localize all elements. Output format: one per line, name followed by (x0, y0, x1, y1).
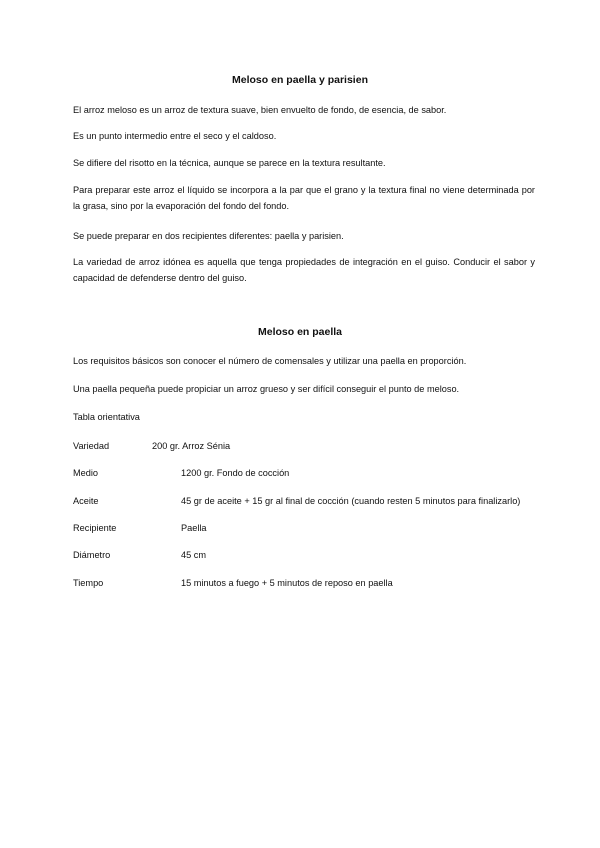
section-title: Meloso en paella (257, 326, 343, 338)
row-value: 1200 gr. Fondo de cocción (181, 468, 290, 478)
row-value: 200 gr. Arroz Sénia (152, 441, 231, 451)
row-value: 45 gr de aceite + 15 gr al final de cocción (cuando resten 5 minutos para finalizarlo) (181, 496, 521, 506)
row-label: Tiempo (73, 578, 104, 588)
paragraph: Para preparar este arroz el líquido se incorpora a la par que el grano y la textura final no viene determinada por la grasa, sino por la evaporación del fondo del fondo. (73, 185, 535, 211)
row-label: Variedad (73, 441, 110, 451)
row-value: 15 minutos a fuego + 5 minutos de reposo en paella (181, 578, 393, 588)
paragraph: El arroz meloso es un arroz de textura suave, bien envuelto de fondo, de esencia, de sabor. (73, 105, 447, 115)
row-label: Aceite (73, 496, 99, 506)
paragraph: Una paella pequeña puede propiciar un arroz grueso y ser difícil conseguir el punto de meloso. (73, 384, 460, 394)
paragraph: Es un punto intermedio entre el seco y el caldoso. (73, 131, 277, 141)
row-label: Medio (73, 468, 99, 478)
paragraph: Se puede preparar en dos recipientes diferentes: paella y parisien. (73, 231, 344, 241)
row-label: Diámetro (73, 550, 111, 560)
paragraph: Los requisitos básicos son conocer el número de comensales y utilizar una paella en proporción. (73, 356, 467, 366)
section-title: Meloso en paella y parisien (232, 74, 368, 86)
paragraph: La variedad de arroz idónea es aquella que tenga propiedades de integración en el guiso. Conducir el sabor y capacidad de defenderse dentro del guiso. (73, 257, 535, 283)
row-label: Recipiente (73, 523, 117, 533)
row-value: Paella (181, 523, 207, 533)
table-caption: Tabla orientativa (73, 412, 140, 422)
row-value: 45 cm (181, 550, 207, 560)
paragraph: Se difiere del risotto en la técnica, aunque se parece en la textura resultante. (73, 158, 386, 168)
